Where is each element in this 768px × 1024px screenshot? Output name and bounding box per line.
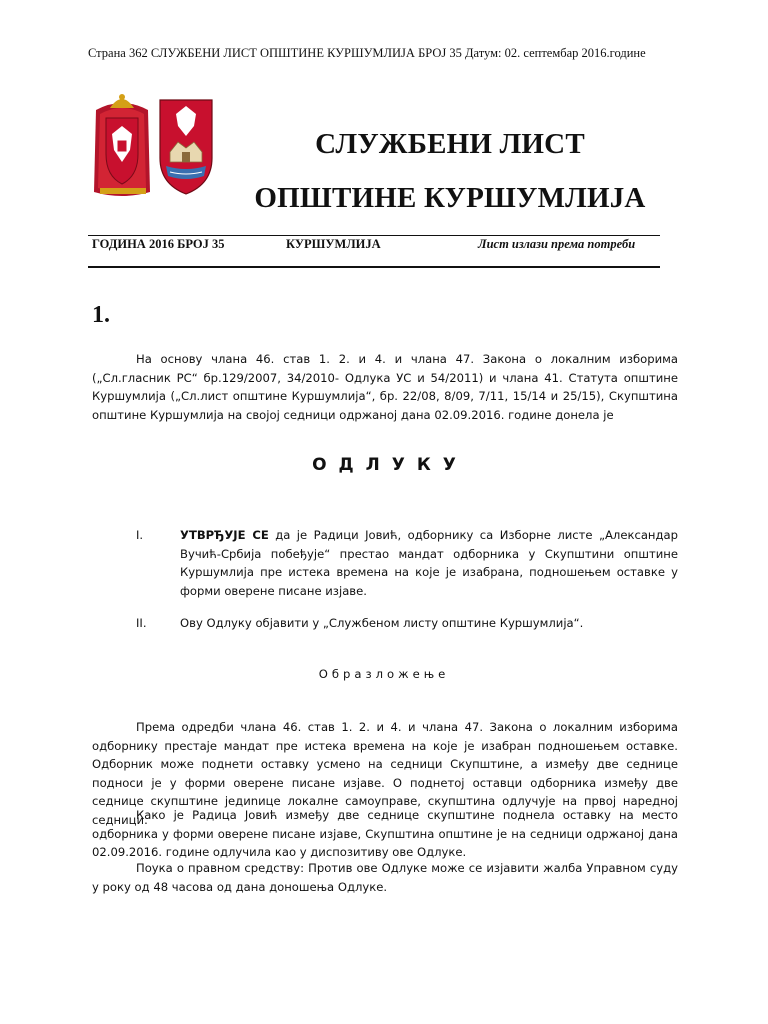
item-text: Ову Одлуку објавити у „Службеном листу општине Куршумлија“. (180, 616, 584, 630)
explanation-heading: Образложење (318, 667, 450, 681)
item-text: да је Радици Јовић, одборнику са Изборне листе „Александар Вучић-Србија побеђује“ престао мандат одборника у Скупштини општине Куршумлија пре истека времена на које је изабрана, подношењем оставке у форми оверене писане изјаве. (180, 528, 678, 598)
intro-paragraph: На основу члана 46. став 1. 2. и 4. и члана 47. Закона о локалним изборима („Сл.гласник РС“ бр.129/2007, 34/2010- Одлука УС и 54/2011) и члана 41. Статута општине Куршумлија („Сл.лист општине Куршумлија“, бр. 22/08, 8/09, 7/11, 15/14 и 25/15), Скупштина општине Куршумлија на својој седници одржаној дана 02.09.2016. године донела је (92, 352, 678, 422)
gazette-title-line2: ОПШТИНЕ КУРШУМЛИЈА (254, 182, 646, 214)
item-lead: УТВРЂУЈЕ СЕ (180, 528, 269, 542)
section-number: 1. (92, 302, 110, 328)
explanation-paragraph-1: Према одредби члана 46. став 1. 2. и 4. и члана 47. Закона о локалним изборима одборнику престаје мандат пре истека времена на које је изабран подношењем оставке. Одборник може поднети оставку усмено на седници Скупштине, а између две седнице подноси је у форми оверене писане изјаве. О поднетој оставци одборника између две седнице скупштине једиnице локалне самоуправе, скупштина одлучује на првој наредној седници. (92, 720, 678, 827)
explanation-paragraph-2: Како је Радица Јовић између две седнице скупштине поднела оставку на место одборника у форми оверене писане изјаве, Скупштина општине је на седници одржаној дана 02.09.2016. године одлучила као у диспозитиву ове Одлуке. (92, 808, 678, 859)
masthead-city: КУРШУМЛИЈА (286, 237, 381, 251)
kursumlija-coat-of-arms-icon (156, 96, 216, 196)
explanation-paragraph-3: Поука о правном средству: Против ове Одлуке може се изјавити жалба Управном суду у року од 48 часова од дана доношења Одлуке. (92, 861, 678, 894)
item-number: I. (136, 528, 144, 542)
running-head: Страна 362 СЛУЖБЕНИ ЛИСТ ОПШТИНЕ КУРШУМЛИЈА БРОЈ 35 Датум: 02. септембар 2016.године (88, 46, 646, 60)
decision-item-1 (92, 526, 678, 600)
decision-heading: ОДЛУКУ (312, 455, 468, 475)
masthead-issue: ГОДИНА 2016 БРОЈ 35 (92, 237, 225, 251)
masthead-frequency: Лист излази према потреби (478, 237, 636, 251)
masthead-bottom-rule (88, 266, 660, 268)
decision-item-2 (92, 614, 678, 633)
item-number: II. (136, 616, 147, 630)
masthead-top-rule (88, 235, 660, 236)
kursumlija-coat-of-arms (156, 96, 216, 200)
gazette-title-line1: СЛУЖБЕНИ ЛИСТ (315, 128, 585, 160)
